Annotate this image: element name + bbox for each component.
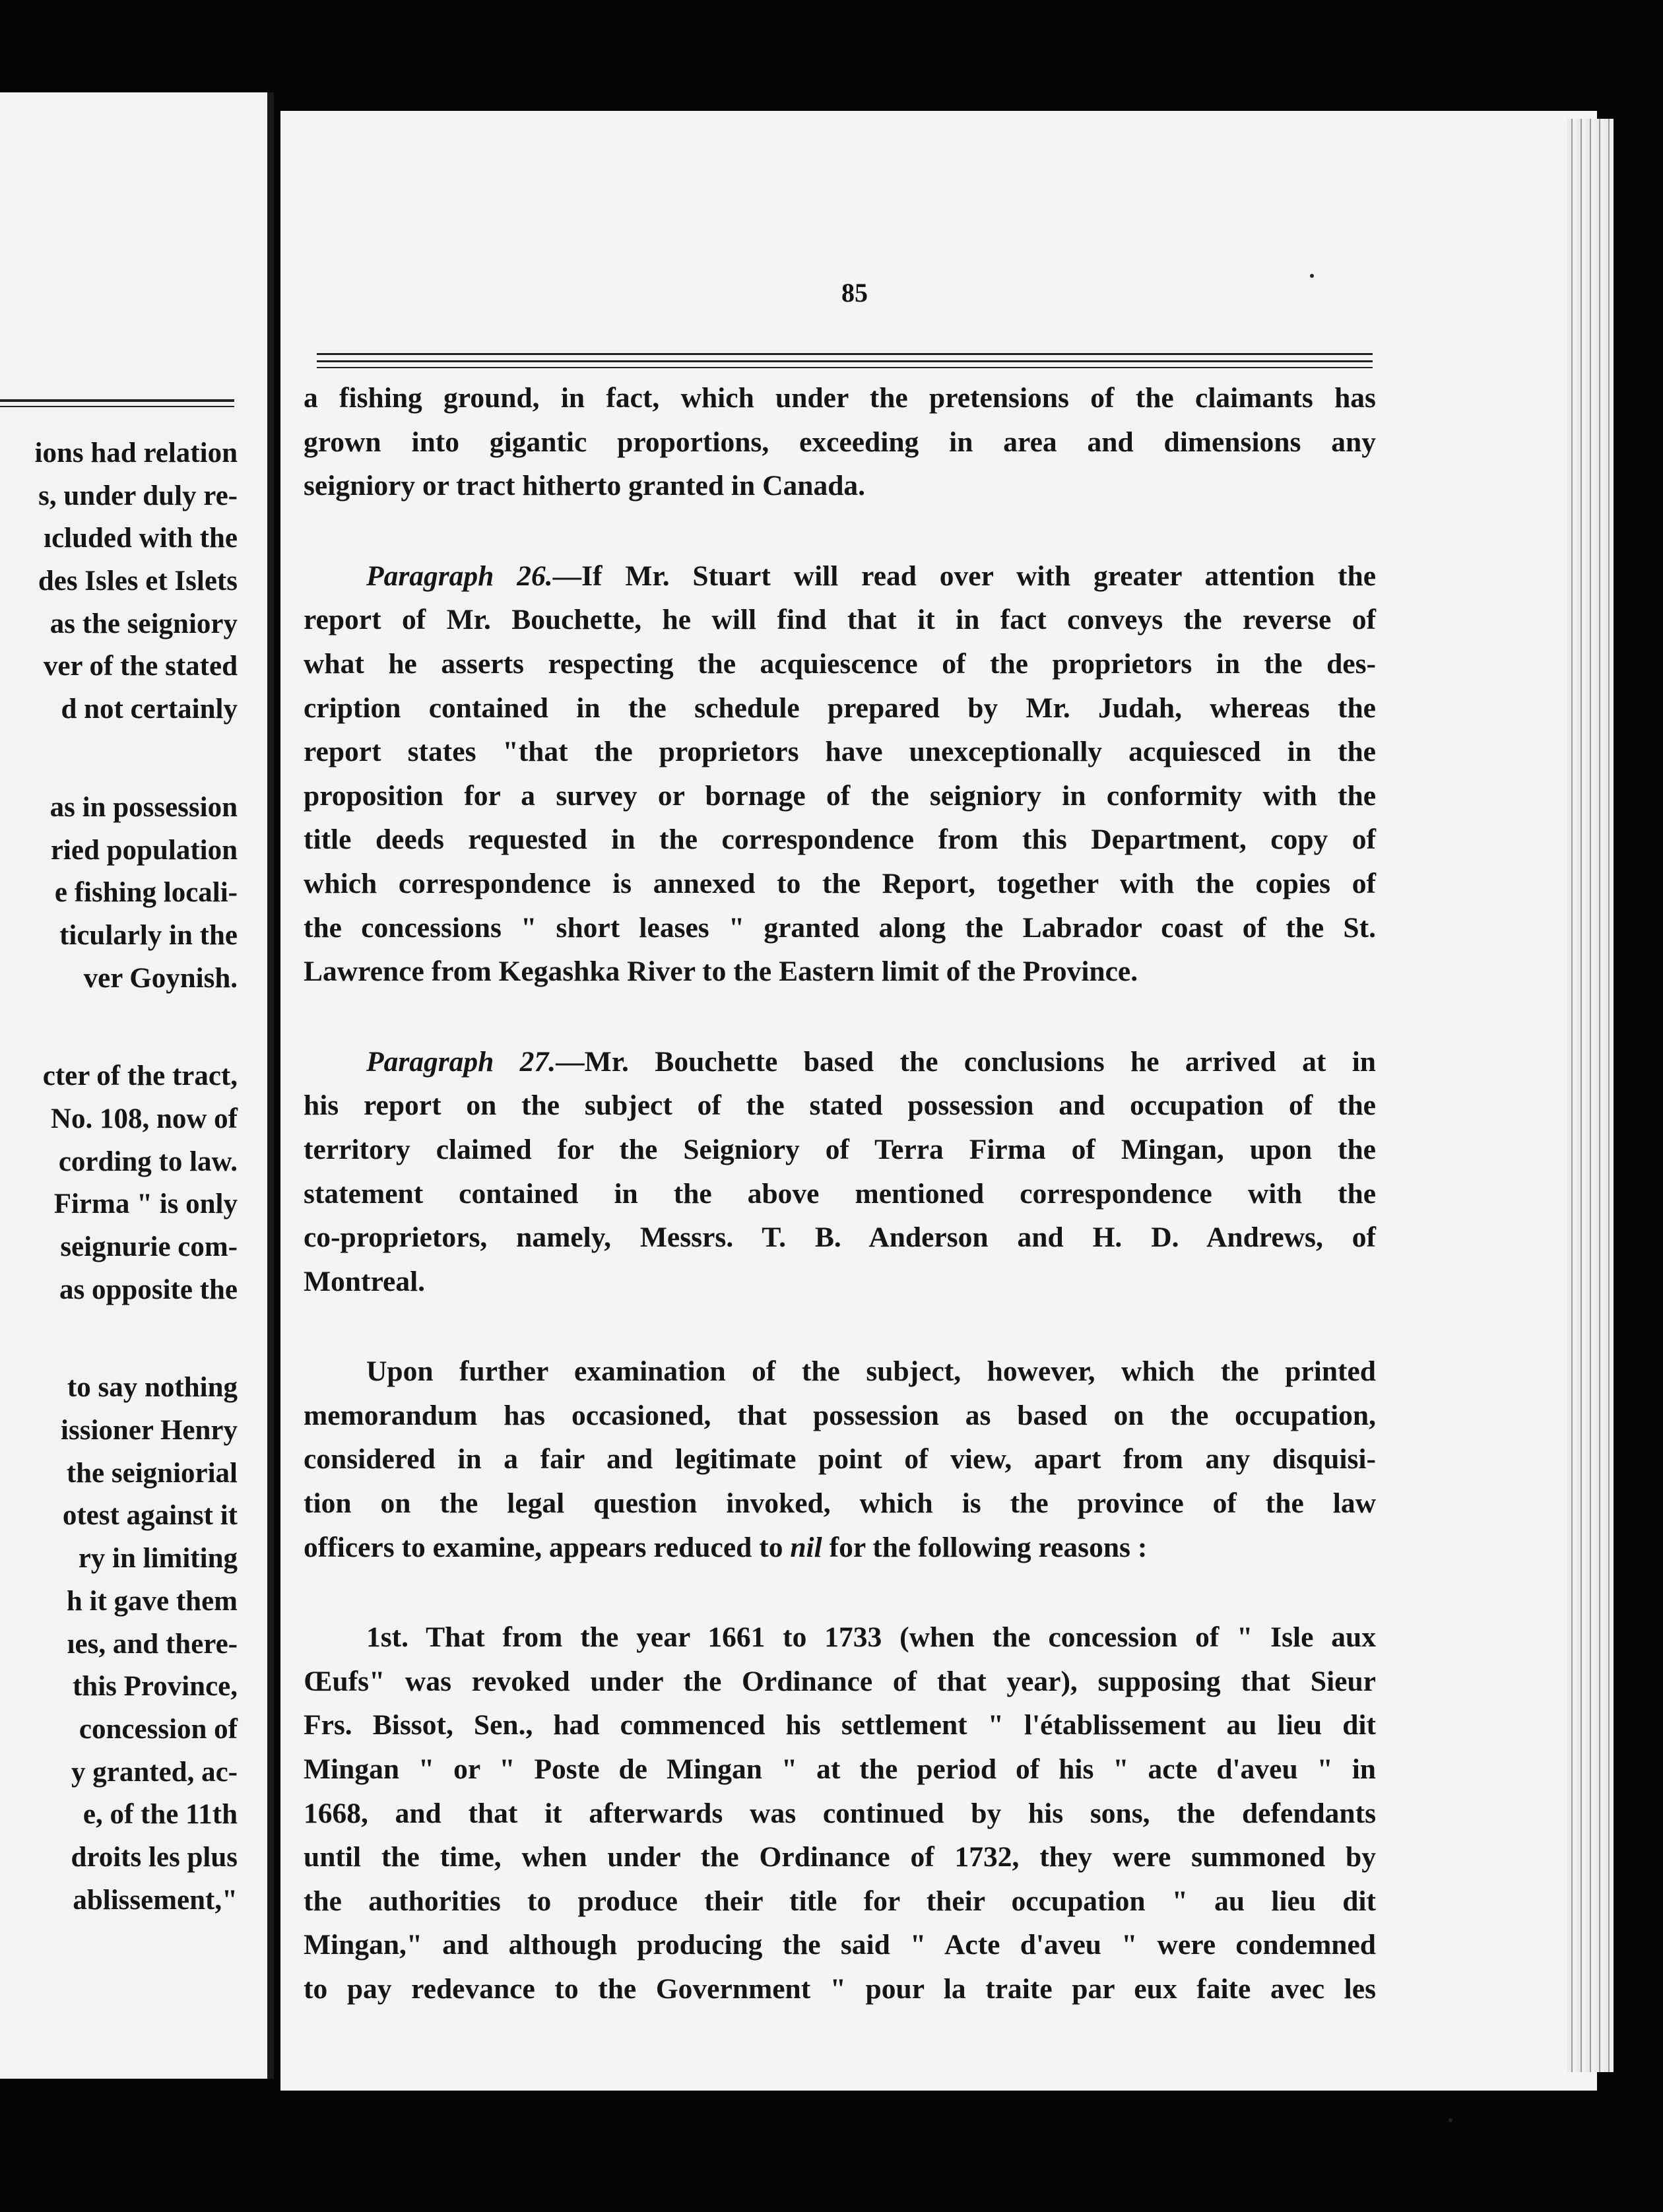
paragraph-label: Paragraph 27. (366, 1045, 556, 1078)
left-page-line: No. 108, now of (50, 1103, 238, 1134)
line-text: officers to examine, appears reduced to (304, 1531, 783, 1563)
paragraph-line: cription contained in the schedule prepared by Mr. Judah, whereas the (304, 692, 1376, 724)
paragraph-line: Mingan," and although producing the said " Acte d'aveu " were condemned (304, 1929, 1376, 1961)
left-header-rule (0, 399, 234, 402)
left-page-line: ablissement," (73, 1884, 238, 1916)
paragraph-line: tion on the legal question invoked, which is the province of the law (304, 1487, 1376, 1520)
paragraph-line: until the time, when under the Ordinance of 1732, they were summoned by (304, 1841, 1376, 1873)
paragraph-line: the concessions " short leases " granted along the Labrador coast of the St. (304, 911, 1376, 944)
line-text-end: for the following reasons : (829, 1531, 1148, 1563)
left-page-line: ıes, and there- (67, 1628, 238, 1660)
left-page-line (0, 731, 238, 787)
page-body (304, 376, 1376, 2011)
left-page-line: as opposite the (59, 1274, 238, 1305)
left-page-line: otest against it (62, 1500, 238, 1532)
left-page-line: ver of the stated (43, 651, 238, 682)
left-page-line: cording to law. (58, 1146, 238, 1177)
paragraph-line: what he asserts respecting the acquiescence of the proprietors in the des- (304, 647, 1376, 680)
paragraph-line: a fishing ground, in fact, which under the pretensions of the claimants has (304, 382, 1376, 414)
paragraph-further-examination (304, 1350, 1376, 1569)
paragraph-line: memorandum has occasioned, that possession as based on the occupation, (304, 1399, 1376, 1431)
paragraph-27 (304, 1040, 1376, 1304)
left-page-text (0, 432, 238, 1922)
paragraph-line: his report on the subject of the stated possession and occupation of the (304, 1090, 1376, 1122)
left-page-line: ions had relation (34, 438, 238, 469)
paragraph-line: Upon further examination of the subject, however, which the printed (366, 1355, 1376, 1388)
print-speck (1310, 274, 1314, 278)
paragraph-line: Frs. Bissot, Sen., had commenced his settlement " l'établissement au lieu dit (304, 1709, 1376, 1741)
left-page-line: seignurie com- (60, 1231, 238, 1262)
left-page-line: as the seigniory (49, 608, 238, 639)
left-page-line (0, 1311, 238, 1367)
header-rule-thin (317, 367, 1373, 368)
left-page-line (0, 1000, 238, 1055)
left-page-line: e, of the 11th (82, 1799, 238, 1831)
paragraph-line: 1st. That from the year 1661 to 1733 (when the concession of " Isle aux (366, 1621, 1376, 1654)
paragraph-line: Lawrence from Kegashka River to the Eastern limit of the Province. (304, 956, 1138, 988)
paragraph-line: seigniory or tract hitherto granted in Canada. (304, 470, 866, 502)
paragraph-line: which correspondence is annexed to the Report, together with the copies of (304, 867, 1376, 899)
paragraph-line: Montreal. (304, 1265, 426, 1297)
left-page-line: d not certainly (61, 694, 238, 725)
paragraph-label: Paragraph 26. (366, 560, 553, 592)
paragraph-27-first-line (304, 1040, 1376, 1084)
left-page-line: this Province, (72, 1671, 238, 1703)
left-page-line: as in possession (49, 791, 238, 823)
paragraph-line (304, 1526, 1376, 1570)
left-page-line: ry in limiting (78, 1543, 238, 1575)
left-page-line: des Isles et Islets (38, 566, 238, 597)
paragraph-26-first-line (304, 554, 1376, 599)
left-page-line: concession of (79, 1713, 238, 1745)
paragraph-first-reason (304, 1615, 1376, 2011)
left-page-line: to say nothing (67, 1372, 238, 1404)
paragraph-line: report of Mr. Bouchette, he will find that it in fact conveys the reverse of (304, 604, 1376, 636)
left-page-line: issioner Henry (61, 1415, 238, 1447)
header-rule-double (317, 360, 1373, 362)
left-page-line: ver Goynish. (83, 962, 238, 994)
left-page-line: y granted, ac- (71, 1756, 238, 1788)
left-page-line: ticularly in the (59, 919, 238, 951)
page-edge-stack (1567, 119, 1614, 2072)
left-page-line: h it gave them (66, 1585, 238, 1617)
paragraph-continued (304, 376, 1376, 508)
print-speck (1449, 2118, 1452, 2122)
paragraph-text: —Mr. Bouchette based the conclusions he arrived at in (556, 1045, 1376, 1078)
paragraph-line: to pay redevance to the Government " pour la traite par eux faite avec les (304, 1973, 1376, 2005)
paragraph-line: title deeds requested in the correspondence from this Department, copy of (304, 824, 1376, 856)
paragraph-text: —If Mr. Stuart will read over with greater attention the (552, 560, 1377, 592)
left-page-line: droits les plus (71, 1841, 238, 1873)
paragraph-line: grown into gigantic proportions, exceeding in area and dimensions any (304, 426, 1376, 458)
paragraph-line: statement contained in the above mentioned correspondence with the (304, 1177, 1376, 1210)
left-page-line: ıcluded with the (44, 523, 238, 554)
paragraph-line: Mingan " or " Poste de Mingan " at the period of his " acte d'aveu " in (304, 1753, 1376, 1786)
previous-page-fragment (0, 92, 274, 2079)
paragraph-line: the authorities to produce their title for their occupation " au lieu dit (304, 1885, 1376, 1917)
page-number: 85 (841, 278, 868, 308)
paragraph-line: co-proprietors, namely, Messrs. T. B. Anderson and H. D. Andrews, of (304, 1221, 1376, 1254)
header-rule (317, 353, 1373, 355)
left-header-rule-thin (0, 406, 234, 407)
paragraph-line: considered in a fair and legitimate point of view, apart from any disquisi- (304, 1443, 1376, 1476)
left-page-line: cter of the tract, (42, 1060, 238, 1092)
left-page-line: e fishing locali- (54, 877, 238, 909)
paragraph-26 (304, 554, 1376, 994)
paragraph-line: report states "that the proprietors have unexceptionally acquiesced in the (304, 736, 1376, 768)
paragraph-line: proposition for a survey or bornage of the seigniory in conformity with the (304, 779, 1376, 812)
paragraph-line: 1668, and that it afterwards was continued by his sons, the defendants (304, 1797, 1376, 1829)
paragraph-line: Œufs" was revoked under the Ordinance of that year), supposing that Sieur (304, 1665, 1376, 1697)
nil-word: nil (790, 1531, 822, 1563)
left-page-line: Firma " is only (53, 1188, 238, 1220)
left-page-line: the seigniorial (66, 1457, 238, 1489)
left-page-line: ried population (50, 834, 238, 866)
paragraph-line: territory claimed for the Seigniory of Terra Firma of Mingan, upon the (304, 1133, 1376, 1165)
left-page-line: s, under duly re- (38, 480, 238, 511)
